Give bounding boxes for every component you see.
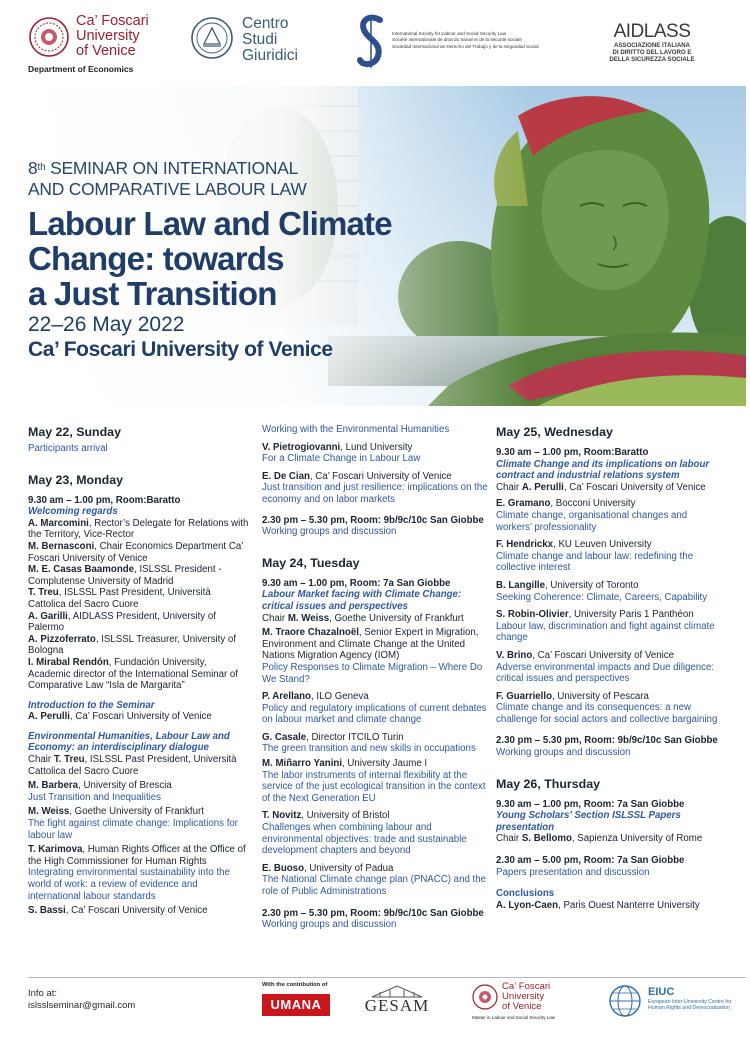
session-chair xyxy=(496,833,722,845)
info-email-link[interactable]: islsslseminar@gmail.com xyxy=(28,1000,136,1011)
islssl-name-en: International Society for Labour and Social Security Law xyxy=(392,31,507,36)
speaker-name: E. De Cian xyxy=(262,470,310,482)
talk-entry xyxy=(262,810,490,856)
speaker-name: F. Hendrickx xyxy=(496,539,554,551)
session-text: Working groups and discussion xyxy=(262,526,397,538)
aidlass-line1: ASSOCIAZIONE ITALIANA xyxy=(613,42,691,49)
chair-label: Chair xyxy=(28,754,54,766)
islssl-name-fr: Société internationale de droit du travail et de la sécurité sociale xyxy=(392,37,522,43)
seminar-heading xyxy=(28,158,468,200)
session-text: Working groups and discussion xyxy=(496,747,631,759)
speaker-role: , Rector’s Delegate for Relations with the Territory, Vice-Rector xyxy=(28,517,249,541)
session-title: Young Scholars’ Section ISLSSL Papers presentation xyxy=(496,810,681,833)
title-line2: Change: towards xyxy=(28,240,284,277)
csg-name-line3: Giuridici xyxy=(242,47,298,64)
speaker-role: , ISLSSL President - Complutense University of Madrid xyxy=(28,564,222,587)
session-time: 9.30 am – 1.00 pm, Room: 7a San Giobbe xyxy=(262,577,451,589)
speaker-entry xyxy=(28,587,250,610)
talk-title: Labour law, discrimination and fight against climate change xyxy=(496,620,715,644)
speaker-entry xyxy=(28,518,250,541)
session-time: 2.30 pm – 5.30 pm, Room: 9b/9c/10c San Giobbe xyxy=(262,514,484,526)
intro-speaker xyxy=(28,711,250,723)
talk-entry xyxy=(496,580,722,603)
talk-title: Climate change and labour law: redefining the collective interest xyxy=(496,550,694,574)
header-logos xyxy=(0,0,750,86)
speaker-name: M. Weiss xyxy=(28,806,70,818)
talk-entry xyxy=(28,844,250,902)
chair-label: Chair xyxy=(496,481,522,493)
speaker-name: M. Traore Chazalnoël xyxy=(262,627,359,639)
session-time: 2.30 am – 5.00 pm, Room: 7a San Giobbe xyxy=(496,855,685,867)
talk-entry xyxy=(28,780,250,803)
session-title: Climate Change and its implications on labour contract and industrial relations system xyxy=(496,458,710,482)
globe-icon xyxy=(608,984,642,1018)
day-heading-may25: May 25, Wednesday xyxy=(496,425,613,439)
cf-footer-line2: University xyxy=(502,991,545,1002)
session-text: Working groups and discussion xyxy=(262,919,397,931)
chair-role: , Ca’ Foscari University of Venice xyxy=(563,481,706,493)
eiuc-logo xyxy=(608,984,740,1020)
talk-entry xyxy=(28,806,250,841)
talk-entry xyxy=(496,539,722,574)
gesam-logo xyxy=(360,984,434,1020)
speaker-name: A. Marcomini xyxy=(28,517,89,529)
aidlass-line2: DI DIRITTO DEL LAVORO E xyxy=(612,49,692,56)
chair-label: Chair xyxy=(262,612,288,624)
speaker-name: T. Novitz xyxy=(262,810,302,822)
speaker-role: , Director ITCILO Turin xyxy=(306,731,404,743)
conclusions-title: Conclusions xyxy=(496,888,555,900)
seminar-ordinal-suffix: th xyxy=(37,162,46,173)
speaker-name: T. Karimova xyxy=(28,844,83,856)
speaker-role: , Ca’ Foscari University of Venice xyxy=(65,905,208,917)
speaker-name: E. Buoso xyxy=(262,862,304,874)
talk-entry xyxy=(262,732,490,755)
speaker-role: , ILO Geneva xyxy=(311,691,369,703)
session-chair xyxy=(262,613,490,625)
eiuc-name: EIUC xyxy=(648,986,675,998)
speaker-role: , KU Leuven University xyxy=(553,539,652,551)
hero-text xyxy=(28,158,468,362)
speaker-role: , University of Bristol xyxy=(301,810,390,822)
speaker-list xyxy=(28,518,250,692)
speaker-role: , University of Pescara xyxy=(552,690,649,702)
speaker-role: , University of Brescia xyxy=(78,780,172,792)
session-time: 9.30 am – 1.00 pm, Room:Baratto xyxy=(28,494,181,506)
speaker-name: S. Bassi xyxy=(28,905,66,917)
conclusions-speaker xyxy=(496,900,722,912)
talk-title: The fight against climate change: Implications for labour law xyxy=(28,818,239,841)
aidlass-name: AIDLASS xyxy=(613,21,691,42)
chair-role: , Goethe University of Frankfurt xyxy=(329,612,464,624)
speaker-role: , Human Rights Officer at the Office of the High Commissioner for Human Rights xyxy=(28,844,246,867)
gesam-name: GESAM xyxy=(364,996,430,1015)
talk-entry xyxy=(262,471,490,506)
talk-entry xyxy=(262,627,490,685)
cafoscari-seal-icon xyxy=(472,984,498,1010)
program-column-1 xyxy=(28,418,250,917)
speaker-entry xyxy=(28,564,250,587)
speaker-name: I. Mirabal Rendón xyxy=(28,656,109,668)
talk-title: Challenges when combining labour and environmental objectives: trade and sustainable development chapters and beyond xyxy=(262,822,467,857)
talk-title: For a Climate Change in Labour Law xyxy=(262,453,421,465)
cafoscari-name-line2: University xyxy=(76,28,140,44)
speaker-name: A. Pizzoferrato xyxy=(28,633,96,645)
chair-role: , ISLSSL Past President, Università Cattolica del Sacro Cuore xyxy=(28,754,237,777)
talk-entry xyxy=(262,691,490,726)
event-venue: Ca’ Foscari University of Venice xyxy=(28,338,333,361)
talk-title: The green transition and new skills in occupations xyxy=(262,743,476,755)
chair-label: Chair xyxy=(496,833,522,845)
title-line1: Labour Law and Climate xyxy=(28,205,392,242)
speaker-name: M. Miñarro Yanini xyxy=(262,758,343,770)
cf-footer-line1: Ca’ Foscari xyxy=(502,981,551,992)
session-title: Welcoming regards xyxy=(28,506,118,518)
day-heading-may24: May 24, Tuesday xyxy=(262,555,360,570)
speaker-name: A. Lyon-Caen xyxy=(496,899,559,911)
speaker-role: , Chair Economics Department Ca’ Foscari University of Venice xyxy=(28,540,243,564)
session-chair xyxy=(496,482,722,494)
seminar-line1: SEMINAR ON INTERNATIONAL xyxy=(45,158,299,178)
speaker-role: , ISLSSL Treasurer, University of Bologna xyxy=(28,633,236,657)
session-title: Labour Market facing with Climate Change: critical issues and perspectives xyxy=(262,589,462,612)
speaker-entry xyxy=(28,541,250,564)
chair-name: M. Weiss xyxy=(287,612,330,624)
talk-title: Integrating environmental sustainability into the world of work: a review of evidence and international labour standards xyxy=(28,867,230,902)
speaker-role: , Lund University xyxy=(340,441,413,453)
session-time: 2.30 pm – 5.30 pm, Room: 9b/9c/10c San Giobbe xyxy=(262,907,484,919)
speaker-role: , Goethe University of Frankfurt xyxy=(69,806,204,818)
speaker-name: M. E. Casas Baamonde xyxy=(28,564,135,576)
centro-studi-seal-icon xyxy=(190,16,234,60)
contribution-label: With the contribution of xyxy=(262,982,328,988)
talk-title: Climate change and its consequences: a new challenge for social actors and collective bargaining xyxy=(496,702,718,725)
umana-logo: UMANA xyxy=(262,994,330,1016)
speaker-role: , University Paris 1 Panthéon xyxy=(568,609,694,621)
cafoscari-name-line1: Ca’ Foscari xyxy=(76,13,149,29)
seminar-line2: AND COMPARATIVE LABOUR LAW xyxy=(28,179,307,199)
speaker-role: , University Jaume I xyxy=(342,758,428,770)
page-title xyxy=(28,206,468,311)
centro-studi-logo xyxy=(190,14,330,70)
speaker-role: , Ca’ Foscari University of Venice xyxy=(532,649,675,661)
session-text: Papers presentation and discussion xyxy=(496,866,650,878)
info-label: Info at: xyxy=(28,988,58,999)
talk-entry xyxy=(262,758,490,804)
talk-title: Policy Responses to Climate Migration – Where Do We Stand? xyxy=(262,661,483,685)
speaker-name: A. Perulli xyxy=(28,711,70,723)
talk-title: Just transition and just resilience: implications on the economy and on labor markets xyxy=(262,482,488,505)
seminar-ordinal: 8 xyxy=(28,158,38,178)
cafoscari-seal-icon xyxy=(28,16,70,58)
session-time: 9.30 am – 1.00 pm, Room: 7a San Giobbe xyxy=(496,798,685,810)
speaker-entry xyxy=(28,634,250,657)
csg-name-line1: Centro xyxy=(242,15,289,32)
islssl-s-mark-icon xyxy=(356,14,386,70)
talk-title: Policy and regulatory implications of current debates on labour market and climate change xyxy=(262,702,487,726)
day-heading-may26: May 26, Thursday xyxy=(496,776,600,791)
chair-name: S. Bellomo xyxy=(521,833,572,845)
speaker-name: B. Langille xyxy=(496,579,545,591)
talk-title: The labor instruments of internal flexibility at the service of the just ecological transition in the context of the Next Generation EU xyxy=(262,769,486,804)
speaker-name: V. Pietrogiovanni xyxy=(262,441,341,453)
speaker-role: , Ca’ Foscari University of Venice xyxy=(70,711,212,723)
session-time: 2.30 pm – 5.30 pm, Room: 9b/9c/10c San Giobbe xyxy=(496,735,718,747)
talk-entry xyxy=(496,609,722,644)
cafoscari-logo xyxy=(28,14,178,76)
speaker-name: M. Bernasconi xyxy=(28,540,95,552)
talk-entry xyxy=(262,863,490,898)
program-column-2 xyxy=(262,418,490,931)
talk-title: The National Climate change plan (PNACC) and the role of Public Administrations xyxy=(262,874,487,897)
chair-role: , Sapienza University of Rome xyxy=(571,833,703,845)
speaker-entry xyxy=(28,611,250,634)
islssl-name-es: Sociedad Internacional de Derecho del Trabajo y de la Seguridad Social xyxy=(392,43,539,49)
speaker-role: , Fundación University, Academic director of the International Seminar of Comparative Law “Isla de Margarita” xyxy=(28,656,239,692)
talk-title: Just Transition and Inequalities xyxy=(28,791,162,803)
speaker-name: G. Casale xyxy=(262,731,307,743)
chair-name: A. Perulli xyxy=(521,481,564,493)
speaker-role: , University of Toronto xyxy=(544,579,639,591)
speaker-role: , ISLSSL Past President, Università Cattolica del Sacro Cuore xyxy=(28,587,211,610)
speaker-name: F. Guarriello xyxy=(496,690,552,702)
talk-title: Climate change, organisational changes and workers’ professionality xyxy=(496,509,688,533)
eiuc-full-name: European Inter-University Centre for Human Rights and Democratisation xyxy=(648,999,732,1012)
title-line3: a Just Transition xyxy=(28,275,277,312)
program-column-3 xyxy=(496,418,722,911)
day-heading-may23: May 23, Monday xyxy=(28,472,124,487)
talk-entry xyxy=(496,650,722,685)
speaker-name: V. Brino xyxy=(496,649,533,661)
talk-entry xyxy=(28,905,250,917)
speaker-name: T. Treu xyxy=(28,587,59,599)
env-chair xyxy=(28,754,250,777)
speaker-name: A. Garilli xyxy=(28,610,68,622)
talk-title: Seeking Coherence: Climate, Careers, Capability xyxy=(496,591,708,603)
cafoscari-master-logo xyxy=(472,982,602,1022)
chair-name: T. Treu xyxy=(53,754,85,766)
speaker-name: S. Robin-Olivier xyxy=(496,609,569,621)
cf-footer-line3: of Venice xyxy=(502,1001,542,1012)
talk-entry xyxy=(496,498,722,533)
talk-entry xyxy=(262,442,490,465)
cafoscari-name-line3: of Venice xyxy=(76,43,136,59)
speaker-name: P. Arellano xyxy=(262,691,311,703)
speaker-name: E. Gramano xyxy=(496,498,551,510)
speaker-role: , Bocconi University xyxy=(550,498,636,510)
session-time: 9.30 am – 1.00 pm, Room:Baratto xyxy=(496,447,649,458)
islssl-logo xyxy=(356,14,556,72)
department-label: Department of Economics xyxy=(28,64,134,74)
speaker-role: , Ca’ Foscari University of Venice xyxy=(309,470,452,482)
speaker-entry xyxy=(28,657,250,692)
cf-footer-master: Master in Labour and Social Security Law xyxy=(472,1015,556,1020)
env-session-title: Environmental Humanities, Labour Law and Economy: an interdisciplinary dialogue xyxy=(28,730,230,754)
day-heading-may22: May 22, Sunday xyxy=(28,425,121,439)
intro-title: Introduction to the Seminar xyxy=(28,699,155,711)
may22-text: Participants arrival xyxy=(28,443,108,454)
footer-divider xyxy=(28,977,746,978)
talk-entry xyxy=(496,691,722,726)
event-dates: 22–26 May 2022 xyxy=(28,313,185,336)
speaker-role: , University of Padua xyxy=(303,862,394,874)
speaker-name: M. Barbera xyxy=(28,780,79,792)
aidlass-line3: DELLA SICUREZZA SOCIALE xyxy=(609,56,695,63)
aidlass-logo xyxy=(582,22,722,66)
continued-session-title: Working with the Environmental Humanities xyxy=(262,424,450,435)
speaker-role: , Senior Expert in Migration, Environment and Climate Change at the United Nations Migration Agency (IOM) xyxy=(262,627,479,662)
csg-name-line2: Studi xyxy=(242,31,278,48)
speaker-role: , Paris Ouest Nanterre University xyxy=(558,899,700,911)
contact-info xyxy=(28,988,135,1012)
talk-title: Adverse environmental impacts and Due diligence: critical issues and perspectives xyxy=(496,661,715,685)
speaker-role: , AIDLASS President, University of Palermo xyxy=(28,610,216,634)
